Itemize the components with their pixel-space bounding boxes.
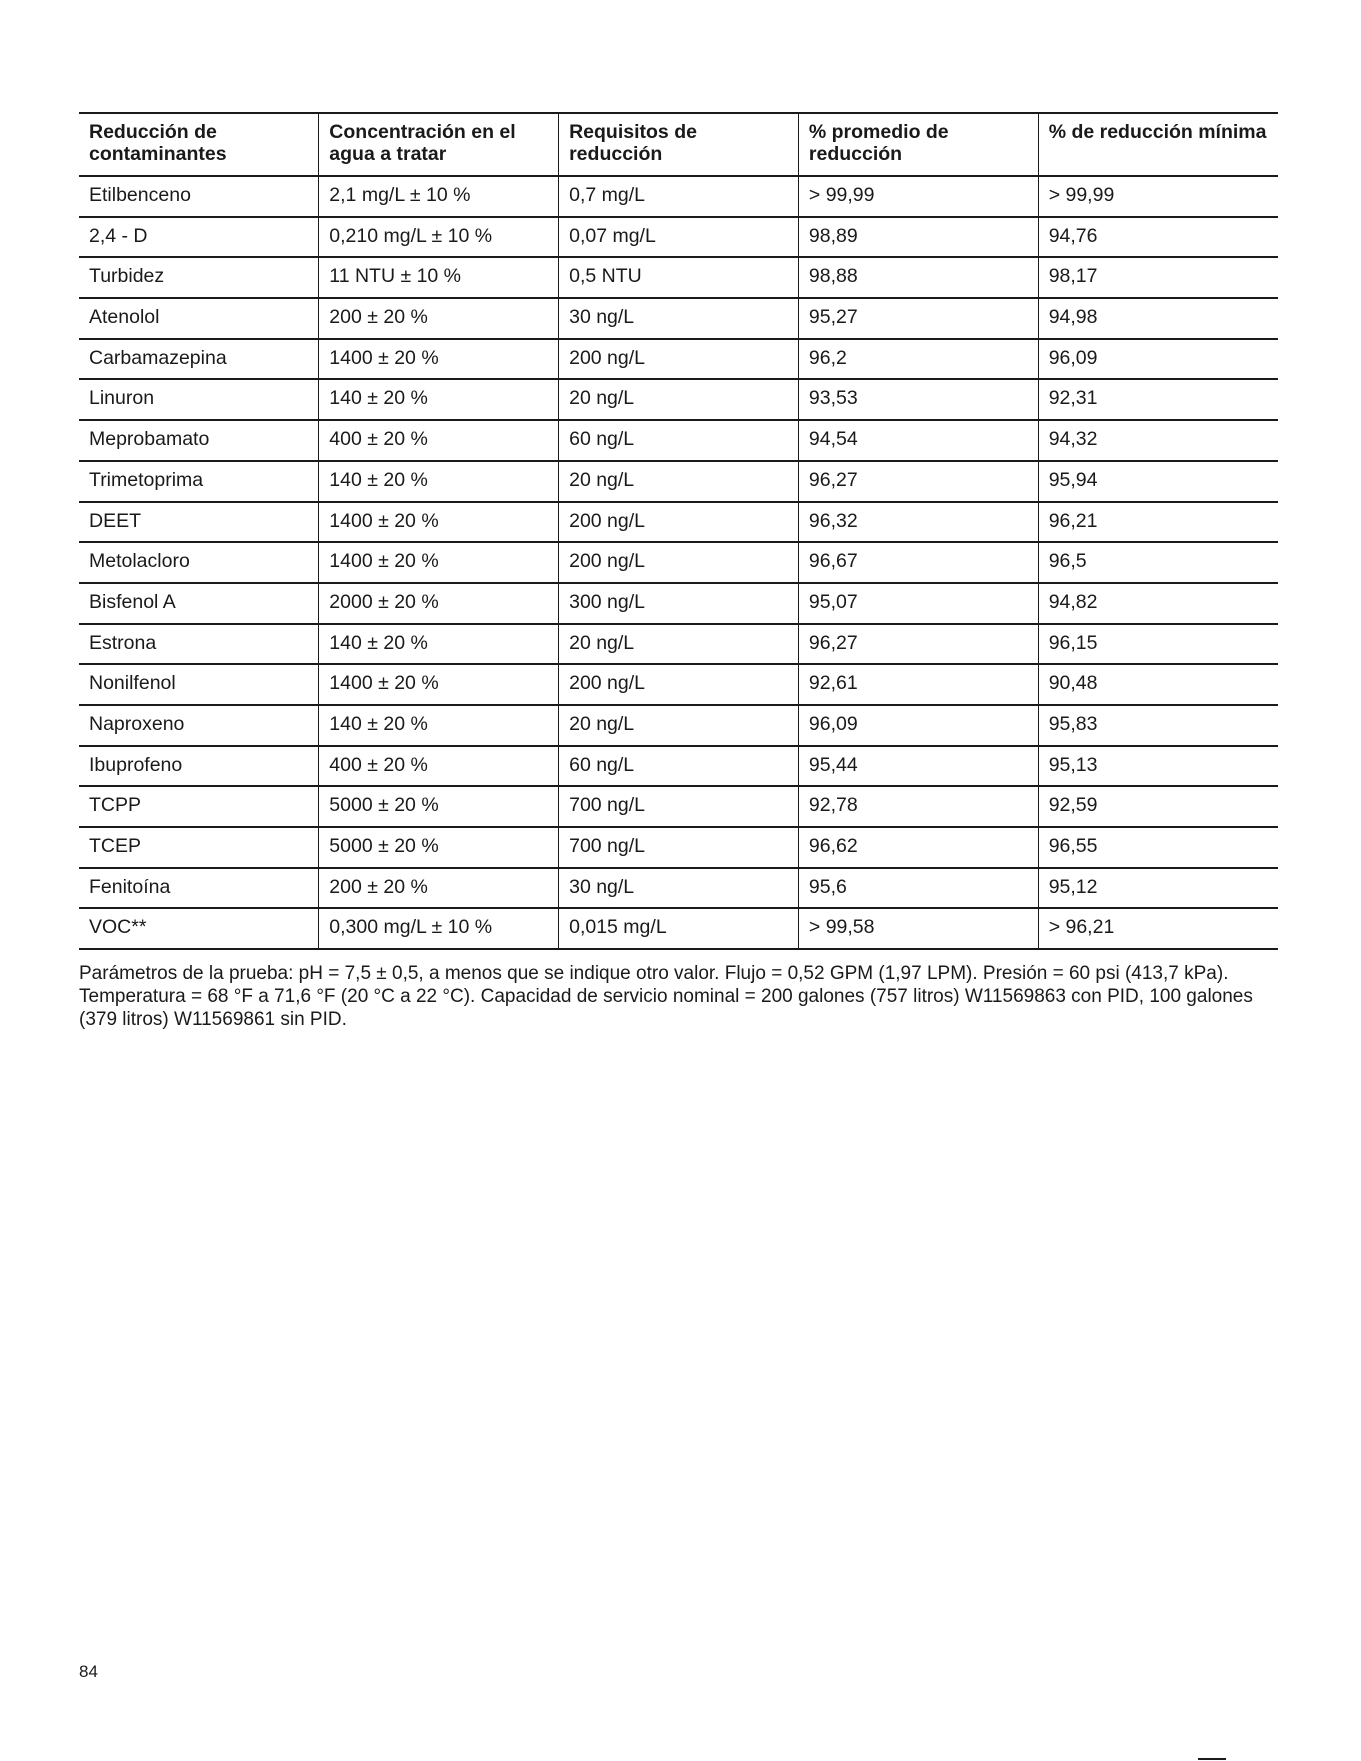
table-row: [79, 379, 1278, 420]
cell-contaminant: Meprobamato: [89, 428, 210, 451]
cell-concentration: 1400 ± 20 %: [319, 339, 559, 380]
cell-average-reduction: > 99,58: [798, 908, 1038, 949]
cell-average-reduction: 98,88: [798, 257, 1038, 298]
cell-requirement: 200 ng/L: [559, 502, 799, 543]
cell-requirement: 300 ng/L: [559, 583, 799, 624]
cell-requirement: 200 ng/L: [559, 664, 799, 705]
cell-requirement: 200 ng/L: [559, 542, 799, 583]
header-concentration: Concentración en el agua a tratar: [319, 113, 559, 176]
cell-contaminant: Naproxeno: [89, 712, 185, 735]
cell-contaminant: Turbidez: [89, 265, 165, 288]
cell-average-reduction: 96,32: [798, 502, 1038, 543]
contaminant-reduction-table: [79, 112, 1278, 950]
cell-requirement: 30 ng/L: [559, 298, 799, 339]
cell-average-reduction: 95,44: [798, 746, 1038, 787]
cell-average-reduction: 95,07: [798, 583, 1038, 624]
cell-concentration: 5000 ± 20 %: [319, 786, 559, 827]
cell-average-reduction: 98,89: [798, 217, 1038, 258]
cell-requirement: 20 ng/L: [559, 705, 799, 746]
cell-concentration: 200 ± 20 %: [319, 298, 559, 339]
cell-minimum-reduction: 94,32: [1038, 420, 1278, 461]
cell-concentration: 0,210 mg/L ± 10 %: [319, 217, 559, 258]
cell-minimum-reduction: 95,83: [1038, 705, 1278, 746]
cell-concentration: 0,300 mg/L ± 10 %: [319, 908, 559, 949]
cell-concentration: 140 ± 20 %: [319, 461, 559, 502]
cell-concentration: 11 NTU ± 10 %: [319, 257, 559, 298]
table-row: [79, 664, 1278, 705]
cell-concentration: 400 ± 20 %: [319, 420, 559, 461]
cell-average-reduction: 96,67: [798, 542, 1038, 583]
cell-requirement: 30 ng/L: [559, 868, 799, 909]
table-row: [79, 705, 1278, 746]
cell-requirement: 20 ng/L: [559, 379, 799, 420]
cell-minimum-reduction: 95,13: [1038, 746, 1278, 787]
cell-minimum-reduction: 96,5: [1038, 542, 1278, 583]
cell-average-reduction: 96,27: [798, 624, 1038, 665]
table-row: [79, 298, 1278, 339]
cell-requirement: 60 ng/L: [559, 746, 799, 787]
test-parameters-note: Parámetros de la prueba: pH = 7,5 ± 0,5, a menos que se indique otro valor. Flujo = 0,52 GPM (1,97 LPM). Presión = 60 psi (413,7 kPa). Temperatura = 68 °F a 71,6 °F (20 °C a 22 °C). Capacidad de servicio nominal = 200 galones (757 litros) W11569863 con PID, 100 galones (379 litros) W11569861 sin PID.: [79, 963, 1253, 1030]
page-number: 84: [79, 1662, 98, 1681]
table-row: [79, 908, 1278, 949]
table-row: [79, 868, 1278, 909]
cell-average-reduction: 96,09: [798, 705, 1038, 746]
table-body: [79, 176, 1278, 949]
cell-minimum-reduction: 94,82: [1038, 583, 1278, 624]
cell-minimum-reduction: 98,17: [1038, 257, 1278, 298]
cell-concentration: 2,1 mg/L ± 10 %: [319, 176, 559, 217]
header-contaminant: Reducción de contaminantes: [89, 121, 227, 165]
cell-contaminant: Metolacloro: [89, 550, 190, 573]
table-row: [79, 624, 1278, 665]
cell-contaminant: Bisfenol A: [89, 590, 176, 613]
cell-contaminant: Atenolol: [89, 306, 160, 329]
table-row: [79, 583, 1278, 624]
cell-minimum-reduction: 96,09: [1038, 339, 1278, 380]
cell-concentration: 1400 ± 20 %: [319, 502, 559, 543]
table-row: [79, 502, 1278, 543]
cell-average-reduction: 96,62: [798, 827, 1038, 868]
cell-concentration: 5000 ± 20 %: [319, 827, 559, 868]
cell-concentration: 1400 ± 20 %: [319, 664, 559, 705]
cell-requirement: 0,015 mg/L: [559, 908, 799, 949]
cell-average-reduction: 94,54: [798, 420, 1038, 461]
cell-minimum-reduction: 96,21: [1038, 502, 1278, 543]
cell-requirement: 0,7 mg/L: [559, 176, 799, 217]
cell-average-reduction: 96,27: [798, 461, 1038, 502]
cell-minimum-reduction: 94,76: [1038, 217, 1278, 258]
header-average-reduction: % promedio de reducción: [798, 113, 1038, 176]
table-row: [79, 542, 1278, 583]
cell-contaminant: Trimetoprima: [89, 468, 204, 491]
cell-contaminant: Nonilfenol: [89, 672, 176, 695]
table-row: [79, 420, 1278, 461]
cell-contaminant: Linuron: [89, 387, 155, 410]
cell-requirement: 60 ng/L: [559, 420, 799, 461]
cell-concentration: 400 ± 20 %: [319, 746, 559, 787]
cell-contaminant: Etilbenceno: [89, 184, 191, 206]
cell-requirement: 0,07 mg/L: [559, 217, 799, 258]
cell-minimum-reduction: 92,59: [1038, 786, 1278, 827]
table-row: [79, 217, 1278, 258]
cell-average-reduction: 92,61: [798, 664, 1038, 705]
cell-minimum-reduction: 90,48: [1038, 664, 1278, 705]
table-row: [79, 339, 1278, 380]
cell-requirement: 20 ng/L: [559, 461, 799, 502]
corner-mark: [1198, 1758, 1226, 1760]
cell-average-reduction: 95,6: [798, 868, 1038, 909]
cell-minimum-reduction: 92,31: [1038, 379, 1278, 420]
cell-concentration: 200 ± 20 %: [319, 868, 559, 909]
table-row: [79, 257, 1278, 298]
table-row: [79, 461, 1278, 502]
cell-minimum-reduction: > 96,21: [1038, 908, 1278, 949]
cell-contaminant: 2,4 - D: [89, 224, 148, 247]
cell-average-reduction: > 99,99: [798, 176, 1038, 217]
cell-concentration: 140 ± 20 %: [319, 379, 559, 420]
table-row: [79, 746, 1278, 787]
cell-contaminant: TCPP: [89, 794, 142, 817]
cell-contaminant: DEET: [89, 509, 142, 532]
cell-requirement: 20 ng/L: [559, 624, 799, 665]
cell-requirement: 700 ng/L: [559, 827, 799, 868]
table-header-row: [79, 113, 1278, 176]
cell-minimum-reduction: > 99,99: [1038, 176, 1278, 217]
cell-contaminant: TCEP: [89, 835, 142, 857]
table-row: [79, 827, 1278, 868]
cell-concentration: 140 ± 20 %: [319, 624, 559, 665]
cell-contaminant: Carbamazepina: [89, 346, 227, 369]
cell-requirement: 200 ng/L: [559, 339, 799, 380]
cell-average-reduction: 93,53: [798, 379, 1038, 420]
cell-minimum-reduction: 96,55: [1038, 827, 1278, 868]
cell-average-reduction: 96,2: [798, 339, 1038, 380]
cell-contaminant: Fenitoína: [89, 875, 171, 898]
cell-requirement: 700 ng/L: [559, 786, 799, 827]
cell-minimum-reduction: 96,15: [1038, 624, 1278, 665]
cell-requirement: 0,5 NTU: [559, 257, 799, 298]
cell-concentration: 1400 ± 20 %: [319, 542, 559, 583]
cell-minimum-reduction: 95,12: [1038, 868, 1278, 909]
cell-contaminant: Ibuprofeno: [89, 753, 183, 776]
header-requirement: Requisitos de reducción: [559, 113, 799, 176]
cell-contaminant: VOC**: [89, 916, 147, 939]
table-row: [79, 176, 1278, 217]
cell-contaminant: Estrona: [89, 631, 157, 654]
cell-average-reduction: 95,27: [798, 298, 1038, 339]
header-minimum-reduction: % de reducción mínima: [1038, 113, 1278, 176]
cell-concentration: 2000 ± 20 %: [319, 583, 559, 624]
cell-concentration: 140 ± 20 %: [319, 705, 559, 746]
cell-minimum-reduction: 95,94: [1038, 461, 1278, 502]
table-row: [79, 786, 1278, 827]
cell-minimum-reduction: 94,98: [1038, 298, 1278, 339]
cell-average-reduction: 92,78: [798, 786, 1038, 827]
